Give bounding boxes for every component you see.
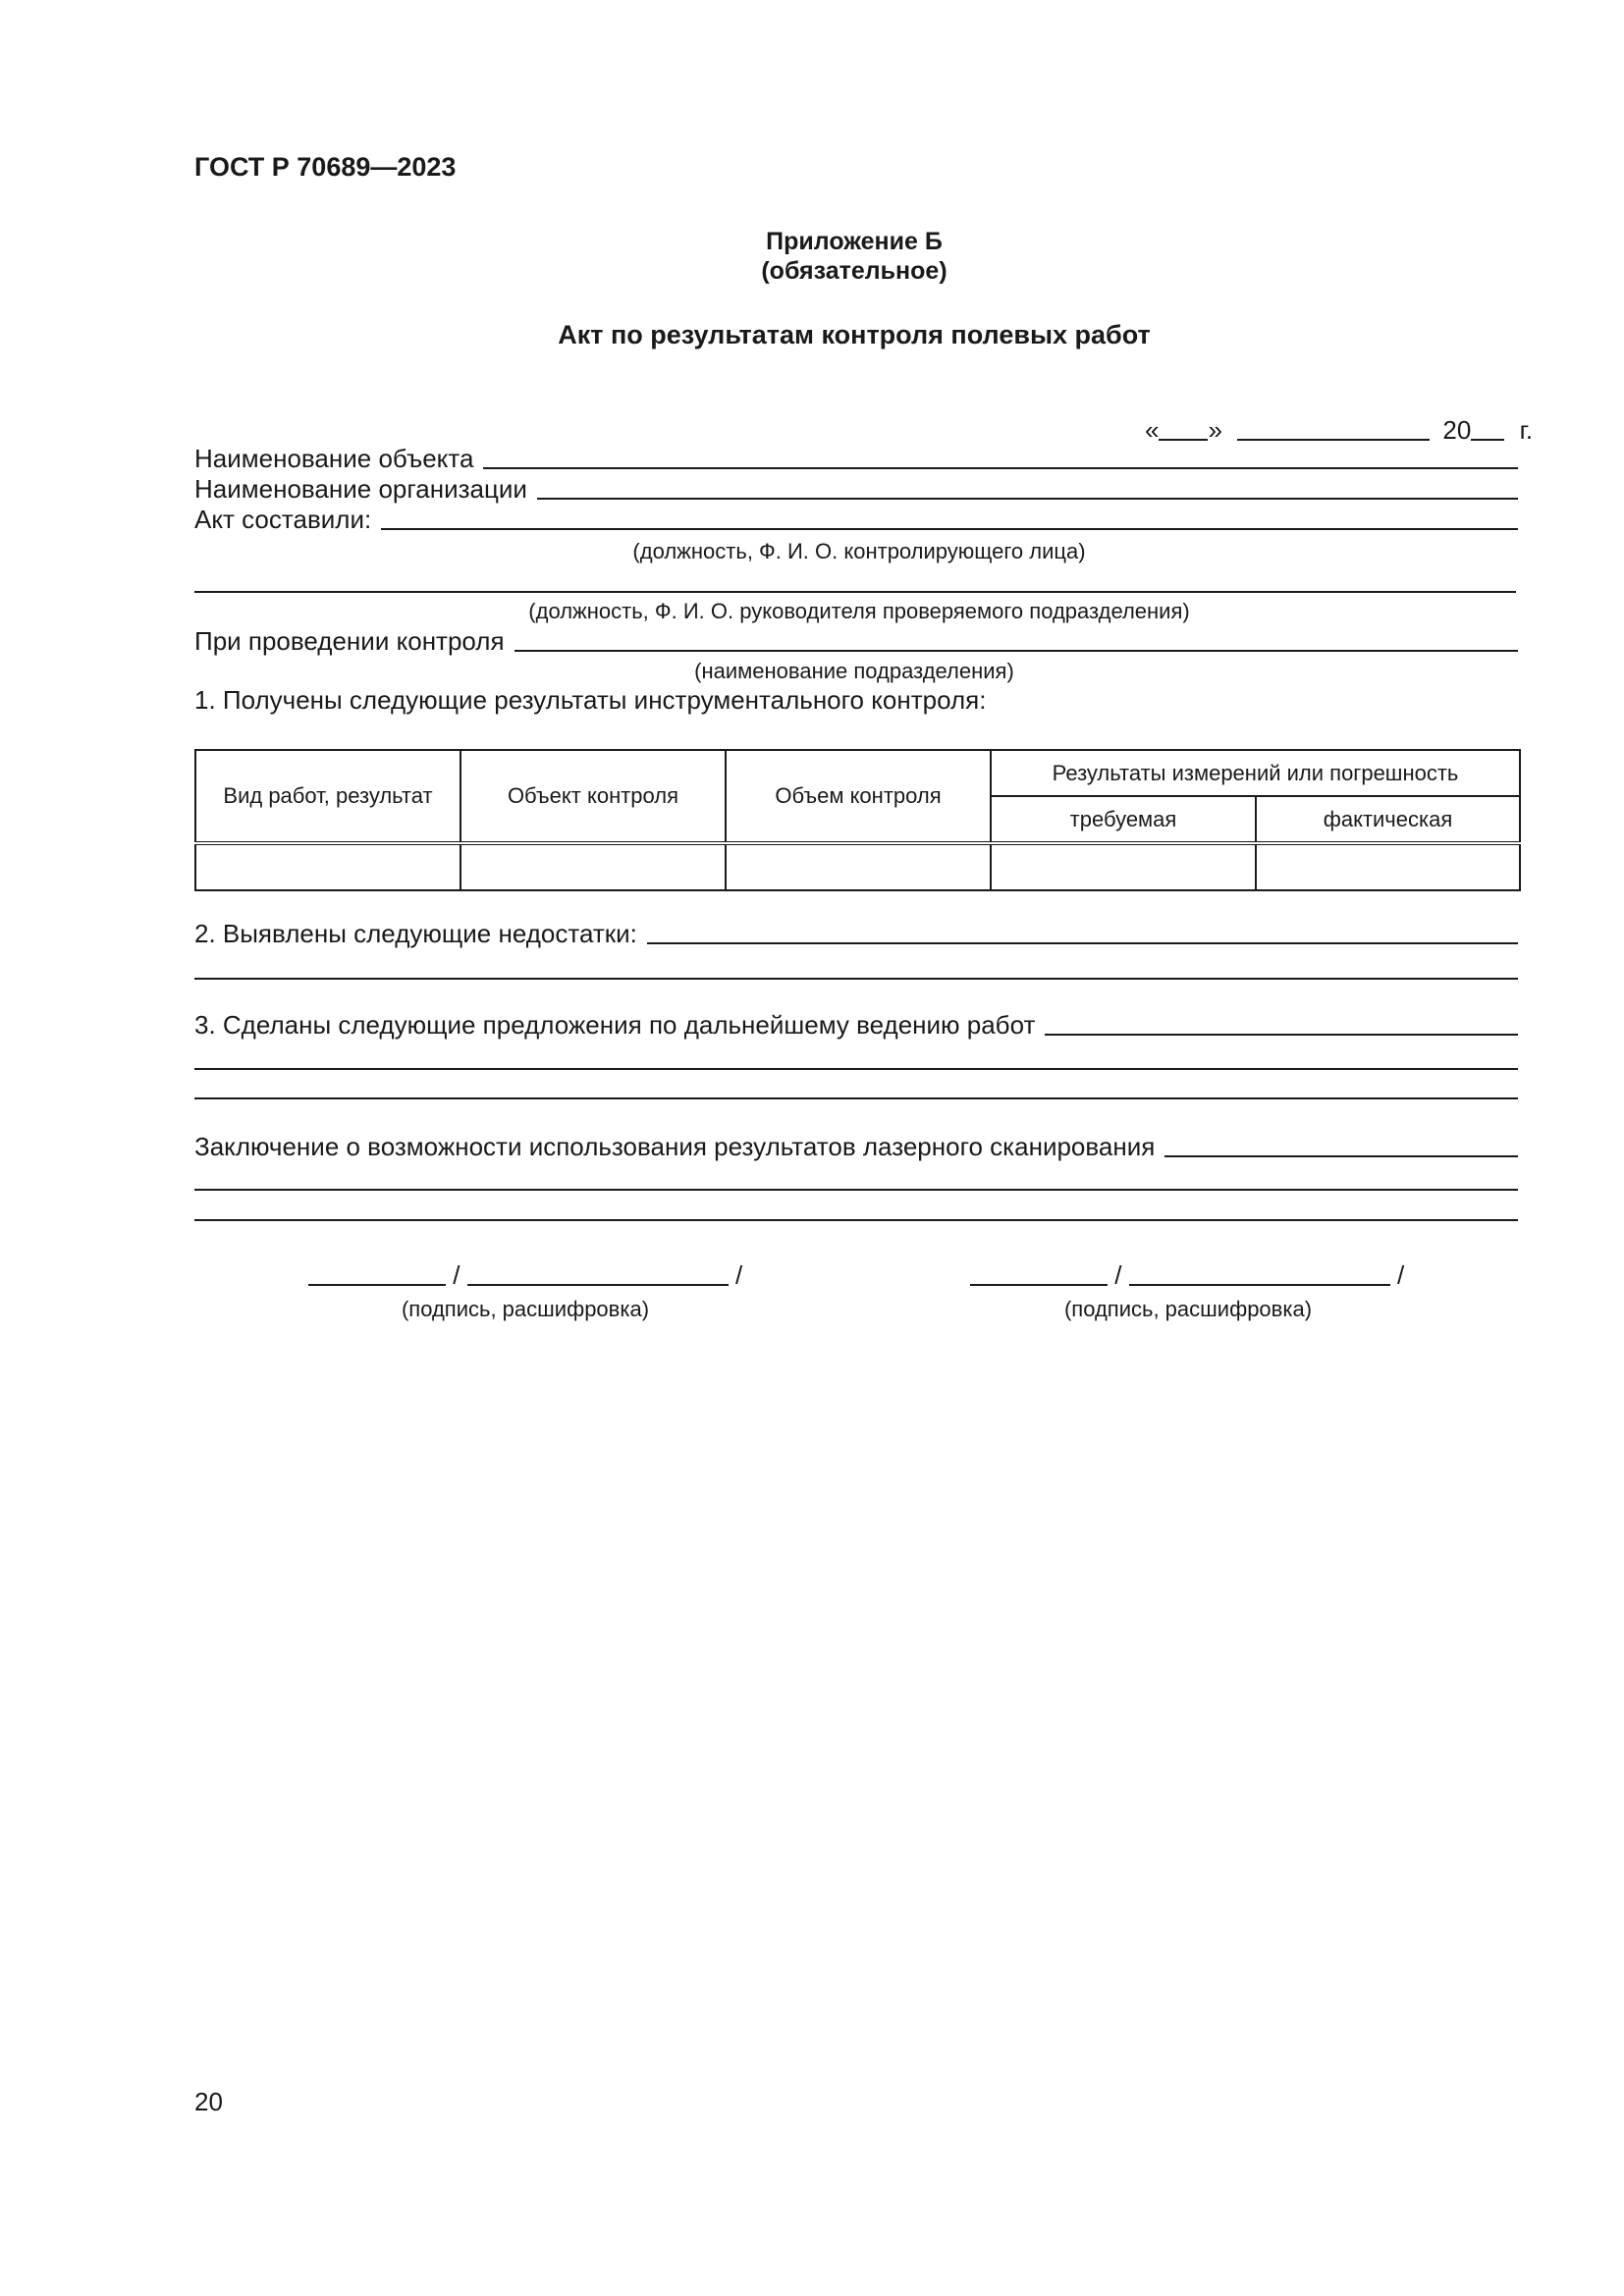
right-signature: [970, 1260, 1404, 1291]
col-work-header: Вид работ, результат: [195, 750, 460, 843]
cell-actual[interactable]: [1256, 843, 1520, 890]
signature-separator: /: [1396, 1260, 1405, 1290]
signature-separator: /: [1114, 1260, 1122, 1290]
section3-row: [194, 1010, 1518, 1040]
controller-field[interactable]: [381, 528, 1518, 530]
appendix-status: (обязательное): [761, 257, 947, 285]
left-signature: [308, 1260, 742, 1291]
control-row: [194, 626, 1518, 656]
object-name-label: Наименование объекта: [194, 444, 474, 473]
section3-line[interactable]: [194, 1068, 1518, 1070]
col-actual-header: фактическая: [1256, 796, 1520, 843]
year-blank[interactable]: [1471, 439, 1504, 441]
col-results-header: Результаты измерений или погрешность: [991, 750, 1520, 796]
date-close-quote: »: [1208, 415, 1222, 445]
section2-line[interactable]: [194, 978, 1518, 980]
object-name-row: [194, 444, 1518, 473]
organization-label: Наименование организации: [194, 474, 527, 504]
compiled-by-label: Акт составили:: [194, 505, 372, 534]
organization-field[interactable]: [537, 498, 1518, 500]
control-label: При проведении контроля: [194, 626, 505, 656]
table-row: [195, 843, 1520, 890]
year-suffix: г.: [1519, 415, 1534, 445]
col-required-header: требуемая: [991, 796, 1256, 843]
cell-work[interactable]: [195, 843, 460, 890]
col-volume-header: Объем контроля: [726, 750, 991, 843]
month-blank[interactable]: [1237, 439, 1430, 441]
organization-row: [194, 474, 1518, 504]
results-table: [194, 749, 1521, 891]
cell-required[interactable]: [991, 843, 1256, 890]
appendix-title: Приложение Б: [766, 228, 943, 255]
object-name-field[interactable]: [483, 467, 1518, 469]
head-field[interactable]: [194, 591, 1516, 593]
right-name-field[interactable]: [1129, 1284, 1390, 1286]
section1-heading: 1. Получены следующие результаты инструментального контроля:: [194, 685, 987, 715]
standard-code: ГОСТ Р 70689—2023: [194, 152, 457, 182]
section3-label: 3. Сделаны следующие предложения по дальнейшему ведению работ: [194, 1010, 1036, 1040]
conclusion-row: [194, 1132, 1518, 1161]
head-caption: (должность, Ф. И. О. руководителя проверяемого подразделения): [528, 599, 1190, 623]
controller-caption: (должность, Ф. И. О. контролирующего лица): [632, 539, 1086, 563]
date-open-quote: «: [1145, 415, 1160, 445]
section2-label: 2. Выявлены следующие недостатки:: [194, 919, 637, 948]
left-signature-field[interactable]: [308, 1284, 446, 1286]
subdivision-caption: (наименование подразделения): [694, 659, 1014, 683]
section3-field[interactable]: [1045, 1034, 1518, 1036]
conclusion-line[interactable]: [194, 1189, 1518, 1191]
section3-line[interactable]: [194, 1097, 1518, 1099]
table-header-row: [195, 750, 1520, 796]
subdivision-field[interactable]: [514, 650, 1518, 652]
signature-separator: /: [734, 1260, 743, 1290]
form-title: Акт по результатам контроля полевых работ: [558, 320, 1151, 349]
compiled-by-row: [194, 505, 1518, 534]
left-name-field[interactable]: [467, 1284, 729, 1286]
conclusion-label: Заключение о возможности использования результатов лазерного сканирования: [194, 1132, 1156, 1161]
conclusion-line[interactable]: [194, 1219, 1518, 1221]
year-prefix: 20: [1442, 415, 1472, 445]
page-number: 20: [194, 2087, 223, 2116]
col-object-header: Объект контроля: [460, 750, 726, 843]
left-signature-caption: (подпись, расшифровка): [401, 1297, 650, 1321]
signature-separator: /: [453, 1260, 460, 1290]
right-signature-field[interactable]: [970, 1284, 1108, 1286]
section2-field[interactable]: [647, 942, 1518, 944]
right-signature-caption: (подпись, расшифровка): [1063, 1297, 1313, 1321]
section2-row: [194, 919, 1518, 948]
conclusion-field[interactable]: [1164, 1155, 1518, 1157]
date-line: [1145, 415, 1533, 446]
cell-object[interactable]: [460, 843, 726, 890]
cell-volume[interactable]: [726, 843, 991, 890]
day-blank[interactable]: [1159, 439, 1208, 441]
